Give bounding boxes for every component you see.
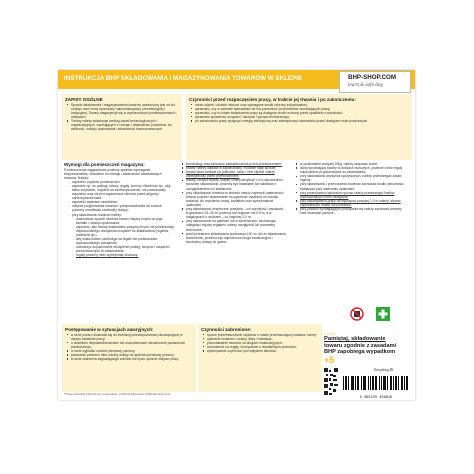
emergency-title: Postępowanie w sytuacjach awaryjnych:	[65, 327, 154, 332]
barcode-bar	[391, 376, 392, 390]
forbidden-title: Czynności zabronione:	[201, 327, 252, 332]
list-item: sprawdzić, czy w zakresie stanowiska nie ma przeszkód i przedmiotów utrudniających pracę;	[195, 107, 409, 111]
barcode-bar	[375, 376, 376, 390]
barcode-bar	[348, 376, 349, 390]
list-item: opieranie towarów o ściany, filary i instalacje;	[207, 337, 319, 341]
barcode-bar	[390, 376, 391, 390]
barcode-bar	[383, 376, 384, 390]
list-item: - zaznaczyć dopuszczalne obciążenie podłóg, stropów i urządzeń przeznaczonych do składowania;	[76, 245, 174, 253]
requirements-sublist	[64, 217, 174, 258]
barcode-bar	[372, 376, 373, 390]
requirements-title: Wymogi dla pomieszczeń magazynu:	[64, 162, 145, 167]
before-work-panel	[186, 94, 412, 160]
barcode-bar	[365, 376, 366, 390]
list-item: - zapewnić, aby towary składowane powyżej innych nie przekraczały dopuszczalnego obciążenia urządzeń do składowania (regałów, podestów itp.);	[76, 225, 174, 237]
middle-section	[180, 162, 286, 244]
barcode-bar	[381, 376, 382, 390]
remember-line-3: BHP zapobiega wypadkom	[324, 349, 396, 356]
list-item: w opakowaniu powyżej 20kg, należy stosować wózki;	[300, 162, 408, 166]
list-item: przy wykonywaniu pracy na wysokości powyżej 1,0 m należy używać odpowiednich drabin lub podestów;	[300, 199, 408, 207]
footer-note: *Prawo autorskie zastrzeżone. Kopiowanie i przedruk zabronione 2015 bhp-shop.com	[64, 392, 171, 396]
recycling-text: Recycling	[374, 368, 389, 372]
barcode-bar	[407, 376, 408, 390]
barcode-number: 5 905255 450016	[359, 395, 393, 399]
list-item: przy składowaniu na paletach lub w kontenerach, zachowując odległości między regałami, należy uwzględnić ich parametry techniczne;	[186, 219, 286, 231]
middle-list	[180, 162, 286, 244]
list-item: przy przenoszeniu ładunków ręcznie należy przestrzegać limitów dopuszczalnych norm dźwigania;	[300, 191, 408, 199]
list-item: konstrukcję oraz stosowne zabezpieczenia przed przewróceniem;	[186, 162, 286, 166]
emergency-panel	[62, 324, 196, 392]
list-item: wykonywanie czynności pod wpływem alkoholu.	[207, 349, 319, 353]
general-title: ZAPISY OGÓLNE	[65, 97, 103, 102]
barcode-bar	[355, 376, 356, 390]
list-item: przy pracach wymagających pochylania się należy zachować przerwy oraz stosować pomoce.	[300, 207, 408, 215]
list-item: przy składowaniu towarów w stosach należy zapewnić stateczność stosów poprzez składowanie na wysokość ustalonej od rodzaju towarów, ich wymiarów, masy, kształtów oraz wytrzymałości opakowań;	[186, 191, 286, 207]
list-item: sklep sprzedający towary w ilościach hurtowych, powinien mieć regały odpowiednio przystosowane do składowania;	[300, 166, 408, 174]
barcode-bar	[395, 376, 396, 390]
remember-title: Pamiętaj, składowanie	[324, 336, 386, 342]
right-section	[294, 162, 408, 215]
barcode-bar	[376, 376, 377, 390]
instruction-sheet	[58, 70, 415, 400]
list-item: - zapewnić właściwe oświetlenie;	[72, 200, 174, 204]
list-item: - przy składowaniu towarów należy:	[72, 213, 174, 217]
emergency-list	[65, 333, 193, 362]
general-panel	[62, 94, 182, 160]
barcode-bar	[370, 376, 371, 390]
before-work-list	[189, 103, 409, 123]
list-item: towary łatwo łamliwe na podłodze, szkło i inne ciężkie należy zabezpieczać przed przewróceniem;	[186, 170, 286, 178]
forbidden-list	[201, 333, 319, 353]
list-item: Towary należy składować według zasad technologicznych i organizacyjnych, wynikających z rodzaju i właściwości produktów, ich wielkości, rodzaju opakowania i właściwości towaroznawczych.	[71, 119, 179, 131]
list-item: przy składowaniu bezpieczne przejścia – ich szerokość i wysokość w granicach 15–30 m² powinny być większe niż 0,9 m, a w magazynach z wózkami – co najmniej 2,0 m;	[186, 207, 286, 219]
list-item: - dostosować sposób ułożenia towaru między innymi do jego kształtu i rodzaju opakowania;	[76, 217, 174, 225]
list-item: przy składowaniu artykułów spożywczych, należy przestrzegać zasad higieny;	[300, 174, 408, 182]
remember-dots: •••••••	[324, 332, 336, 336]
barcode-bar	[364, 376, 365, 390]
list-item: w razie pożaru stosować się do instrukcji przeciwpożarowej obowiązującej w danym zakładzie pracy;	[71, 333, 193, 341]
barcode-bar	[346, 376, 347, 390]
list-item: towary, których wysoki, kształt i masa decyduje o ich odpowiednim sposobie składowania, powinny być ustawiane lub składane z uwzględnieniem ich stabilności;	[186, 178, 286, 190]
list-item: - aby masa towaru ułożonego na regale nie przekraczała dopuszczalnego obciążenia;	[76, 237, 174, 245]
barcode-bar	[343, 376, 344, 390]
requirements-section	[64, 162, 174, 258]
barcode-bar	[401, 376, 402, 390]
barcode-bar	[373, 376, 374, 390]
remember-line-2: towaru zgodnie z zasadami	[324, 342, 397, 349]
general-list	[65, 103, 179, 132]
list-item: o wszelkich nieprawidłowościach lub uszkodzeniach niezwłocznie powiadomić przełożonego;	[71, 341, 193, 349]
barcode-bar	[393, 376, 394, 390]
list-item: w razie wypadku udzielić pierwszej pomocy;	[71, 349, 193, 353]
barcode-bar	[402, 376, 403, 390]
barcode-bar	[396, 376, 397, 390]
qr-code	[324, 368, 338, 396]
brand-logo	[339, 71, 411, 93]
requirements-list	[64, 180, 174, 217]
list-item: pozostawianie towarów na drogach ewakuacyjnych;	[207, 341, 319, 345]
list-item: wchodzenie na regały i korzystanie z niestabilnych podestów;	[207, 345, 319, 349]
list-item: pracownik powinien mieć zdolny dostęp do apteczki pierwszej pomocy;	[71, 353, 193, 357]
header-title: INSTRUKCJA BHP SKŁADOWANIA I MAGAZYNOWANIA TOWARÓW W SKLEPIE	[64, 75, 303, 82]
recycling-label	[374, 367, 393, 372]
list-item: sprawdzić, czy w czasie świadczenia pracy są dostępne środki ochrony przed upadkiem z wysokości;	[195, 111, 409, 115]
list-item: - zapewnić czystość pomieszczeń;	[72, 180, 174, 184]
first-aid-icon	[376, 307, 390, 321]
list-item: ręczne przemieszczanie ciężarów o masie przekraczającej ustalone normy;	[207, 333, 319, 337]
brand-slogan: learn & safe day	[348, 82, 383, 87]
barcode-bar	[363, 376, 364, 390]
list-item: sprawdzić sprawność urządzeń, narzędzi i sprzętu technicznego;	[195, 115, 409, 119]
barcode-bar	[351, 376, 352, 390]
list-item: towary należy układać w zaplanowany, możliwie stały sposób;	[186, 166, 286, 170]
requirements-intro: Pomieszczenia magazynowe powinny spełniać wymagania bezpieczeństwa, stosownie do rodzaju i właściwości składowanych towarów. Należy:	[64, 167, 162, 180]
right-list	[294, 162, 408, 215]
barcode-bar	[361, 376, 362, 390]
list-item: - regały powinny mieć wytrzymałą obudowę.	[76, 253, 174, 257]
recycling-icon: ♻	[389, 367, 394, 372]
barcode-bar	[404, 376, 405, 390]
barcode-bar	[358, 376, 359, 390]
list-item: przy składowaniu i przenoszeniu towarów zachować środki ostrożności, zwłaszcza przy otwieraniu opakowań;	[300, 182, 408, 190]
barcode-bar	[345, 376, 346, 390]
before-work-title: Czynności przed rozpoczęciem pracy, w trakcie jej trwania i po zakończeniu:	[189, 97, 356, 102]
list-item: ubrać odzież i obuwie robocze oraz wymagane środki ochrony indywidualnej;	[195, 103, 409, 107]
list-item: - zapewnić np. do podłogi, ściany, regały, komory chłodnicze itp., aby łatwo zmywalne, odporne na zanieczyszczenie, nie powodowały zapylenia oraz nie jest zapewniona ochrona przed wilgocią i zanieczyszczeniami;	[72, 184, 174, 200]
barcode-bar	[384, 376, 385, 390]
list-item: Sposób składowania i magazynowania towarów uzależniony jest od ich rodzaju oraz formy sprzedaży: samoobsługowej, preselekcyjnej i tradycyjnej. Towary magazynuje się w wyznaczonych pomieszczeniach i miejscach.	[71, 103, 179, 119]
barcode-bar	[353, 376, 354, 390]
brand-name: BHP-SHOP.COM	[348, 74, 397, 81]
list-item: w razie zdarzenia zagrażającego zdrowiu lub życiu opuścić miejsce pracy.	[71, 357, 193, 361]
barcode-bar	[387, 376, 388, 390]
barcode	[343, 376, 409, 399]
remember-box	[324, 332, 410, 365]
barcode-bar	[352, 376, 353, 390]
barcode-bar	[357, 376, 358, 390]
barcode-bar	[398, 376, 399, 390]
no-entry-icon	[350, 307, 364, 321]
list-item: - miejsca przyjmowania towarów i przeprowadzania ich kontroli powinny umożliwiać swobodny dostęp;	[72, 204, 174, 212]
list-item: jeżeli przestrzeń składowania przekracza 100 m² lub ze składowania kontenerów, powinna być zapewniona droga ewakuacyjna i swobodny dostęp do gaśnic.	[186, 231, 286, 244]
barcode-bar	[379, 376, 380, 390]
list-item: po zakończeniu pracy wyłączyć energię elektryczną oraz zabezpieczyć stanowisko przed dostępem osób postronnych.	[195, 119, 409, 123]
remember-plus: +5	[324, 354, 335, 365]
barcode-bar	[406, 376, 407, 390]
forbidden-panel	[198, 324, 322, 392]
barcode-bar	[368, 376, 369, 390]
barcode-bar	[385, 376, 386, 390]
